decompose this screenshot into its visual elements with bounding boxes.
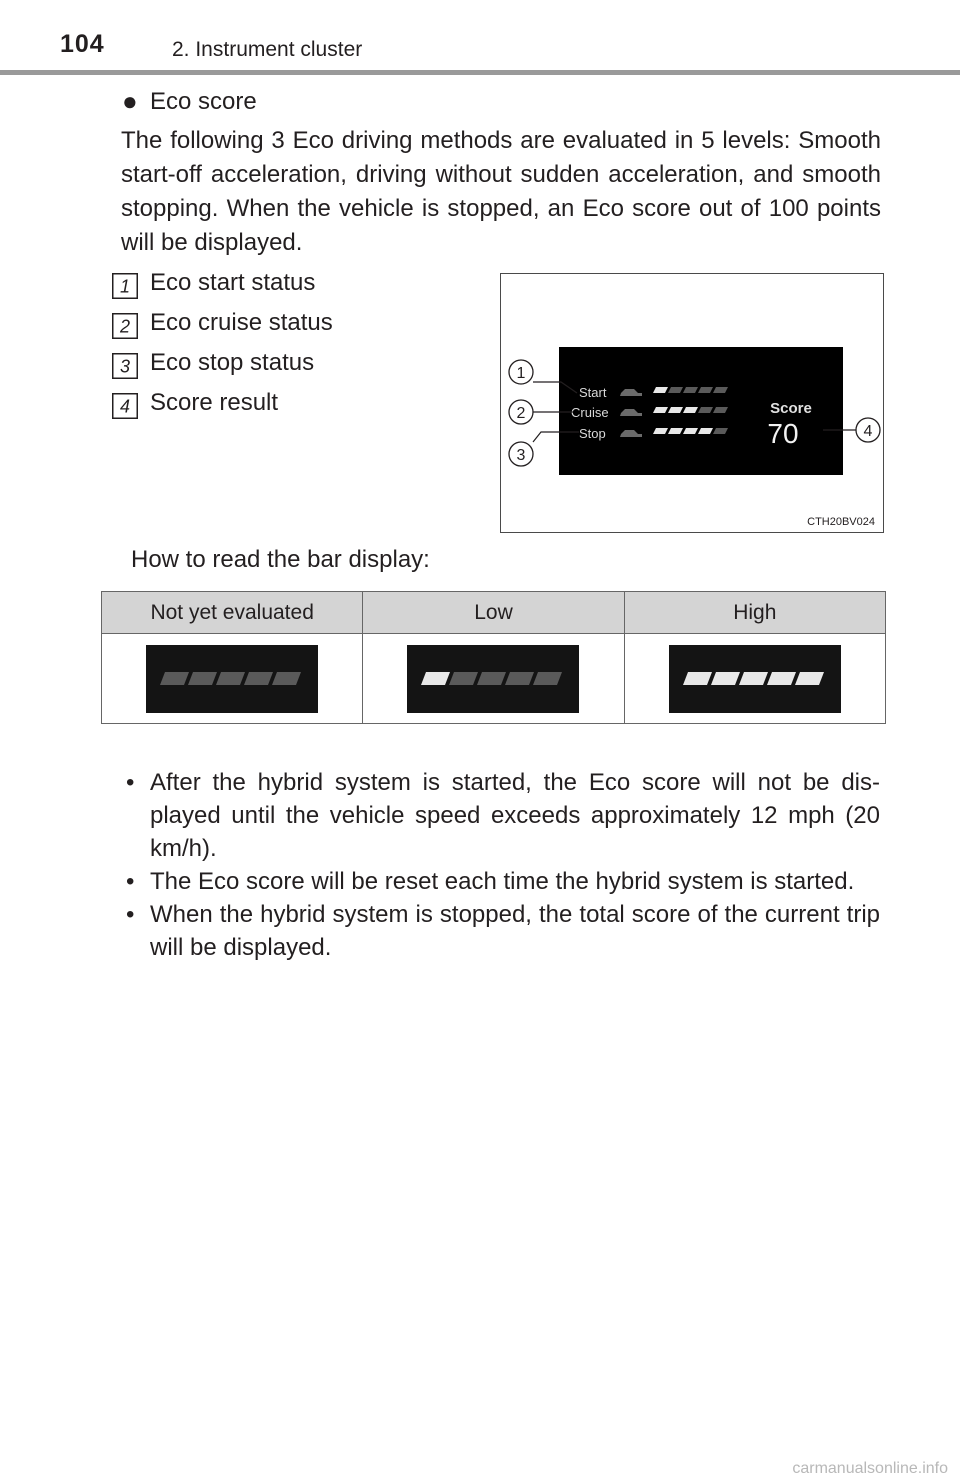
eco-score-heading: Eco score [150,88,257,115]
bar-display-intro: How to read the bar display: [131,546,430,573]
section-title: 2. Instrument cluster [172,38,363,61]
bar-example-not-yet-evaluated [146,645,318,713]
page-number: 104 [60,30,105,58]
notes-list [126,766,880,964]
callout-label-eco-cruise: Eco cruise status [150,309,333,336]
figure-code: CTH20BV024 [807,516,875,528]
watermark: carmanualsonline.info [792,1460,948,1477]
bar-segment-2 [188,672,217,685]
figure-callout-4: 4 [863,423,873,440]
bar-segment-4 [505,672,534,685]
leader-line-1 [533,382,577,393]
figure-callout-1: 1 [516,365,526,382]
score-label: Score [770,400,812,417]
list-item [126,865,880,898]
table-cell [363,634,624,724]
leader-line-3 [533,432,579,442]
bar-display-table [101,591,886,724]
note-text: When the hybrid system is stopped, the total score of the current trip will be displayed. [150,901,880,961]
callout-label-eco-start: Eco start status [150,269,316,296]
table-row [102,634,886,724]
bar-segment-5 [795,672,824,685]
bar-segment-5 [533,672,562,685]
svg-text:2: 2 [119,316,131,337]
figure-callout-2: 2 [516,405,526,422]
table-cell [624,634,885,724]
callout-number-3 [112,353,138,379]
table-header-row [102,592,886,634]
bar-segment-3 [216,672,245,685]
bar-segment-1 [160,672,189,685]
figure-callout-3: 3 [516,447,526,464]
list-item [126,898,880,964]
note-bullet: • [126,868,135,895]
note-bullet: • [126,769,135,796]
bar-example-high [669,645,841,713]
column-header-high: High [624,592,885,634]
callout-label-eco-stop: Eco stop status [150,349,315,376]
callout-number-1 [112,273,138,299]
bar-segment-3 [739,672,768,685]
row-label-cruise: Cruise [571,405,609,420]
bar-segment-2 [449,672,478,685]
bar-segment-1 [683,672,712,685]
callout-number-4 [112,393,138,419]
column-header-not-yet-evaluated: Not yet evaluated [102,592,363,634]
bar-segment-3 [477,672,506,685]
eco-score-intro: The following 3 Eco driving methods are evaluated in 5 levels: Smooth start-off acceleration, driving without sudden acceleration, and smooth stopping. When the vehicle is stopped, an Eco score out of 100 points will be displayed. [121,127,881,256]
callout-label-score-result: Score result [150,389,279,416]
score-value: 70 [767,418,799,449]
table-cell [102,634,363,724]
bar-example-low [407,645,579,713]
bar-segment-2 [711,672,740,685]
list-item [126,766,880,865]
eco-score-illustration [500,273,884,533]
header-divider [0,70,960,75]
note-text: The Eco score will be reset each time the hybrid system is started. [150,868,855,895]
bar-segment-4 [244,672,273,685]
svg-text:3: 3 [119,356,131,377]
callout-number-2 [112,313,138,339]
note-bullet: • [126,901,135,928]
column-header-low: Low [363,592,624,634]
note-text: After the hybrid system is started, the Eco score will not be dis- played until the vehicle speed exceeds approximately 12 mph (20 km/h). [150,769,880,862]
svg-text:4: 4 [119,396,131,417]
bar-segment-5 [272,672,301,685]
bar-segment-1 [421,672,450,685]
figure-callouts [501,274,885,534]
row-label-stop: Stop [579,426,606,441]
bar-segment-4 [767,672,796,685]
row-label-start: Start [579,385,607,400]
svg-text:1: 1 [119,276,131,297]
heading-bullet: ● [122,86,138,116]
